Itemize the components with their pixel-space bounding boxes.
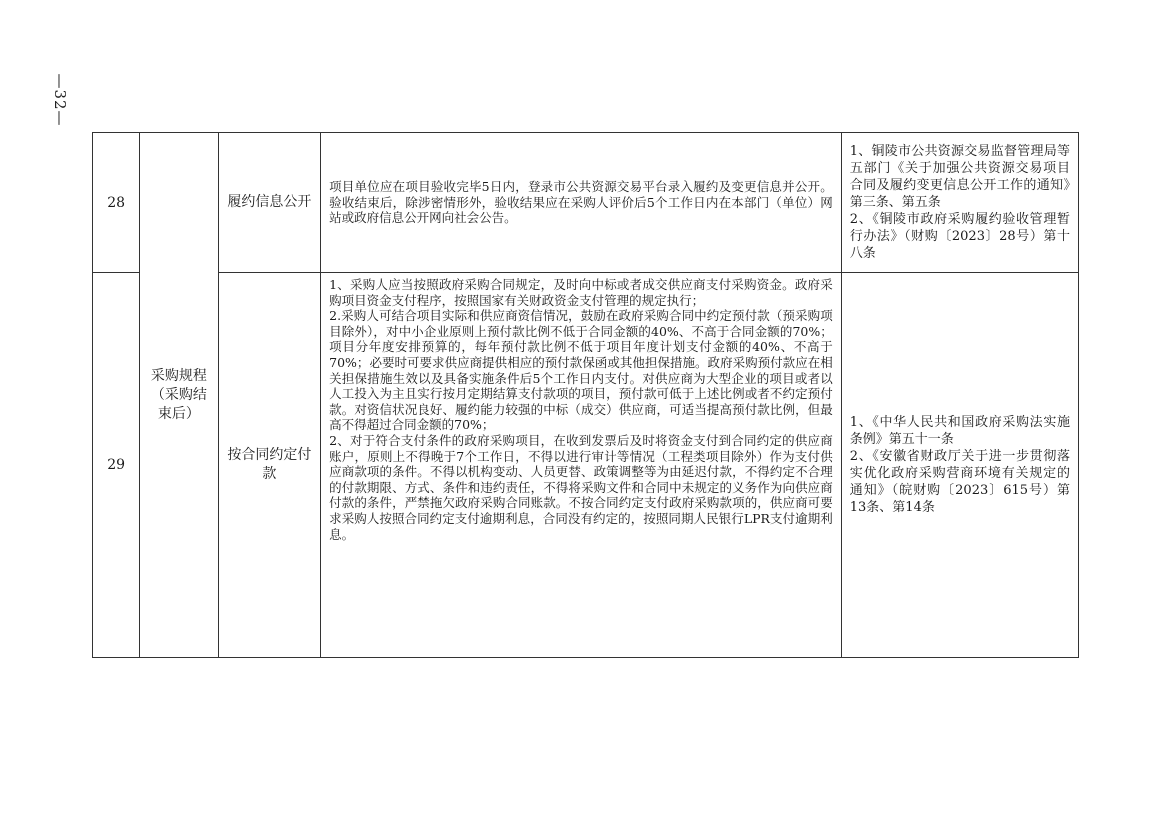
category-cell: 采购规程（采购结束后） (140, 133, 218, 658)
basis-item: 2、《铜陵市政府采购履约验收管理暂行办法》（财购〔2023〕28号）第十八条 (849, 212, 1070, 261)
content-paragraph: 2.采购人可结合项目实际和供应商资信情况，鼓励在政府采购合同中约定预付款（预采购项目除外），对中小企业原则上预付款比例不低于合同金额的40%、不高于合同金额的70%；项目分年度安排预算的，每年预付款比例不低于项目年度计划支付金额的40%、不高于70%；必要时可要求供应商提供相应的预付款保函或其他担保措施。政府采购预付款应在相关担保措施生效以及具备实施条件后5个工作日内支付。对供应商为大型企业的项目或者以人工投入为主且实行按月定期结算支付款项的项目，预付款可低于上述比例或者不约定预付款。对资信状况良好、履约能力较强的中标（成交）供应商，可适当提高预付款比例，但最高不得超过合同金额的70%； (329, 308, 833, 433)
basis-item: 1、《中华人民共和国政府采购法实施条例》第五十一条 (849, 415, 1070, 447)
content-cell (321, 133, 842, 273)
content-paragraph: 2、对于符合支付条件的政府采购项目，在收到发票后及时将资金支付到合同约定的供应商账户，原则上不得晚于7个工作日，不得以进行审计等情况（工程类项目除外）作为支付供应商款项的条件。不得以机构变动、人员更替、政策调整等为由延迟付款，不得约定不合理的付款期限、方式、条件和违约责任，不得将采购文件和合同中未规定的义务作为向供应商付款的条件，严禁拖欠政府采购合同账款。不按合同约定支付政府采购款项的，供应商可要求采购人按照合同约定支付逾期利息，合同没有约定的，按照同期人民银行LPR支付逾期利息。 (329, 432, 833, 542)
content-paragraph: 项目单位应在项目验收完毕5日内，登录市公共资源交易平台录入履约及变更信息并公开。验收结束后，除涉密情形外，验收结果应在采购人评价后5个工作日内在本部门（单位）网站或政府信息公开网向社会公告。 (329, 179, 833, 226)
content-cell (321, 273, 842, 658)
basis-cell (841, 273, 1078, 658)
content-paragraph: 1、采购人应当按照政府采购合同规定，及时向中标或者成交供应商支付采购资金。政府采购项目资金支付程序，按照国家有关财政资金支付管理的规定执行； (329, 277, 833, 308)
regulation-table (92, 132, 1079, 658)
row-number: 29 (93, 273, 140, 658)
row-number: 28 (93, 133, 140, 273)
table-row (93, 273, 1079, 658)
basis-item: 1、铜陵市公共资源交易监督管理局等五部门《关于加强公共资源交易项目合同及履约变更信息公开工作的通知》第三条、第五条 (849, 144, 1070, 210)
page-number: —32— (51, 73, 69, 127)
basis-cell (841, 133, 1078, 273)
table-row (93, 133, 1079, 273)
basis-item: 2、《安徽省财政厅关于进一步贯彻落实优化政府采购营商环境有关规定的通知》（皖财购〔2023〕615号）第13条、第14条 (849, 449, 1070, 515)
item-name: 按合同约定付款 (218, 273, 321, 658)
item-name: 履约信息公开 (218, 133, 321, 273)
